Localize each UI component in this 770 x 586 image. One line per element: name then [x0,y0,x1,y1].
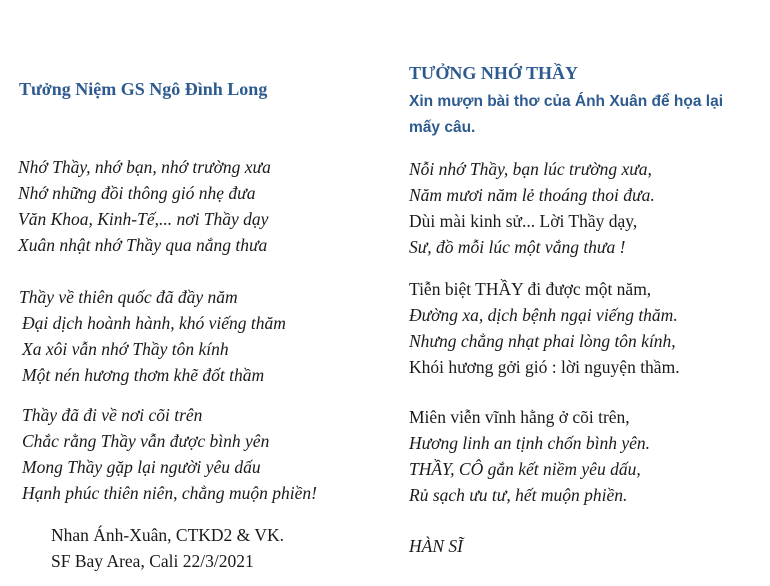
signature-line: Nhan Ánh-Xuân, CTKD2 & VK. [51,525,284,545]
poem-line: Khói hương gởi gió : lời nguyện thầm. [409,357,680,377]
poem-line: Hạnh phúc thiên niên, chẳng muộn phiền! [22,483,318,503]
right-poem-title: TƯỞNG NHỚ THẦY [409,63,579,83]
poem-line: Chắc rằng Thầy vẫn được bình yên [22,431,270,451]
poem-line: Tiễn biệt THẦY đi được một năm, [409,279,652,299]
poem-line: Nhớ những đồi thông gió nhẹ đưa [18,183,256,203]
poem-line: Mong Thầy gặp lại người yêu dấu [22,457,261,477]
poem-line: Thầy về thiên quốc đã đầy năm [19,287,238,307]
left-signature [51,522,284,574]
right-poem-subtitle: Xin mượn bài thơ của Ánh Xuân để họa lại mấy câu. [409,93,724,136]
poem-line: Một nén hương thơm khẽ đốt thầm [22,365,265,385]
poem-line: Xuân nhật nhớ Thầy qua nắng thưa [18,235,268,255]
poem-line: Sư, đồ mỗi lúc một vắng thưa ! [409,237,626,257]
poem-line: Nỗi nhớ Thầy, bạn lúc trường xưa, [409,159,652,179]
signature-line: SF Bay Area, Cali 22/3/2021 [51,551,254,571]
poem-line: THẦY, CÔ gắn kết niềm yêu dấu, [409,459,641,479]
poem-line: Dùi mài kinh sử... Lời Thầy dạy, [409,211,638,231]
left-poem-title: Tưởng Niệm GS Ngô Đình Long [19,79,268,99]
poem-line: Nhớ Thầy, nhớ bạn, nhớ trường xưa [18,157,271,177]
left-stanza-2 [19,284,286,388]
poem-line: Nhưng chẳng nhạt phai lòng tôn kính, [409,331,676,351]
left-stanza-1 [18,154,271,258]
poem-line: Xa xôi vẫn nhớ Thầy tôn kính [22,339,229,359]
right-stanza-2 [409,276,680,380]
right-stanza-1 [409,156,655,260]
poem-line: Rủ sạch ưu tư, hết muộn phiền. [409,485,628,505]
right-stanza-3 [409,404,650,508]
poem-line: Thầy đã đi về nơi cõi trên [22,405,203,425]
poem-line: Đường xa, dịch bệnh ngại viếng thăm. [409,305,678,325]
poem-line: Văn Khoa, Kinh-Tế,... nơi Thầy dạy [18,209,269,229]
poem-line: Đại dịch hoành hành, khó viếng thăm [22,313,286,333]
right-signature: HÀN SĨ [409,536,463,556]
poem-line: Miên viễn vĩnh hằng ở cõi trên, [409,407,630,427]
poem-line: Năm mươi năm lẻ thoáng thoi đưa. [409,185,655,205]
left-stanza-3 [22,402,317,506]
poem-line: Hương linh an tịnh chốn bình yên. [409,433,651,453]
